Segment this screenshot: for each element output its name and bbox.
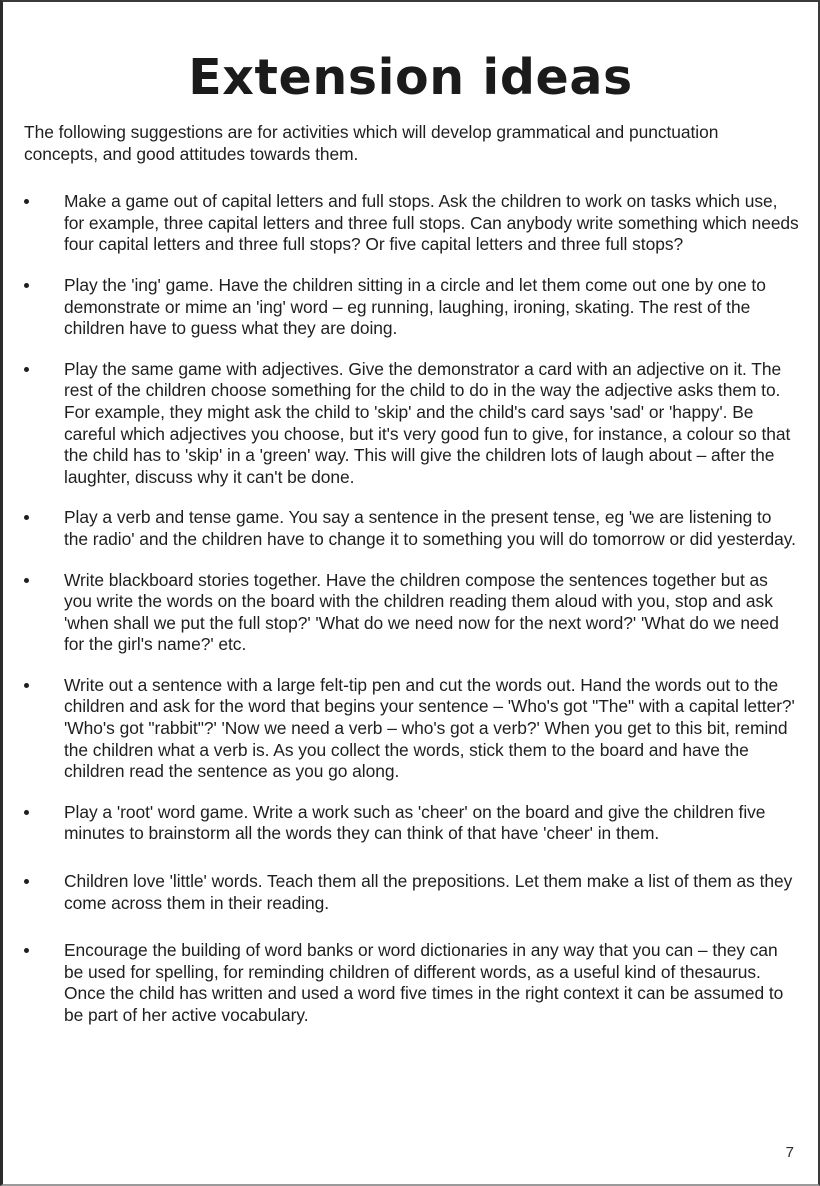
bullet-dot-icon <box>24 578 29 583</box>
list-item <box>24 675 800 783</box>
bullet-dot-icon <box>24 367 29 372</box>
bullet-dot-icon <box>24 879 29 884</box>
list-item <box>24 359 800 489</box>
list-item <box>24 871 800 914</box>
extension-ideas-list <box>24 191 800 1026</box>
list-item <box>24 275 800 340</box>
bullet-dot-icon <box>24 683 29 688</box>
page-title: Extension ideas <box>188 48 633 106</box>
list-item <box>24 802 800 845</box>
bullet-dot-icon <box>24 283 29 288</box>
bullet-dot-icon <box>24 199 29 204</box>
bullet-dot-icon <box>24 948 29 953</box>
list-item <box>24 507 800 550</box>
bullet-dot-icon <box>24 515 29 520</box>
intro-paragraph: The following suggestions are for activities which will develop grammatical and punctuation concepts, and good attitudes towards them. <box>24 122 719 164</box>
list-item-text: Make a game out of capital letters and full stops. Ask the children to work on tasks which use, for example, three capital letters and three full stops. Can anybody write something which needs four capital letters and three full stops? Or five capital letters and three full stops? <box>64 191 799 255</box>
bullet-dot-icon <box>24 810 29 815</box>
list-item-text: Write blackboard stories together. Have the children compose the sentences together but as you write the words on the board with the children reading them aloud with you, stop and ask 'when shall we put the full stop?' 'What do we need now for the next word?' 'What do we need for the girl's name?' etc. <box>64 569 779 655</box>
list-item-text: Play the same game with adjectives. Give the demonstrator a card with an adjective on it. The rest of the children choose something for the child to do in the way the adjective asks them to. For example, they might ask the child to 'skip' and the child's card says 'sad' or 'happy'. Be careful which adjectives you choose, but it's very good fun to give, for instance, a colour so that the child has to 'skip' in a 'green' way. This will give the children lots of laugh about – after the laughter, discuss why it can't be done. <box>64 358 791 487</box>
list-item-text: Children love 'little' words. Teach them all the prepositions. Let them make a list of them as they come across them in their reading. <box>64 871 793 913</box>
list-item <box>24 940 800 1026</box>
list-item-text: Play a 'root' word game. Write a work such as 'cheer' on the board and give the children five minutes to brainstorm all the words they can think of that have 'cheer' in them. <box>64 801 766 844</box>
list-item-text: Encourage the building of word banks or word dictionaries in any way that you can – they can be used for spelling, for reminding children of different words, as a useful kind of thesaurus. Once the child has written and used a word five times in the right context it can be assumed to be part of her active vocabulary. <box>64 940 784 1025</box>
list-item <box>24 570 800 656</box>
list-item-text: Play a verb and tense game. You say a sentence in the present tense, eg 'we are listening to the radio' and the children have to change it to something you will do tomorrow or did yesterday. <box>64 507 796 549</box>
list-item-text: Write out a sentence with a large felt-tip pen and cut the words out. Hand the words out to the children and ask for the word that begins your sentence – 'Who's got "The" with a capital letter?' 'Who's got "rabbit"?' 'Now we need a verb – who's got a verb?' When you get to this bit, remind the children what a verb is. As you collect the words, stick them to the board and have the children read the sentence as you go along. <box>64 674 795 782</box>
list-item <box>24 191 800 256</box>
page-number: 7 <box>785 1144 794 1161</box>
page-content <box>24 122 800 1046</box>
list-item-text: Play the 'ing' game. Have the children sitting in a circle and let them come out one by one to demonstrate or mime an 'ing' word – eg running, laughing, ironing, skating. The rest of the children have to guess what they are doing. <box>64 274 766 339</box>
